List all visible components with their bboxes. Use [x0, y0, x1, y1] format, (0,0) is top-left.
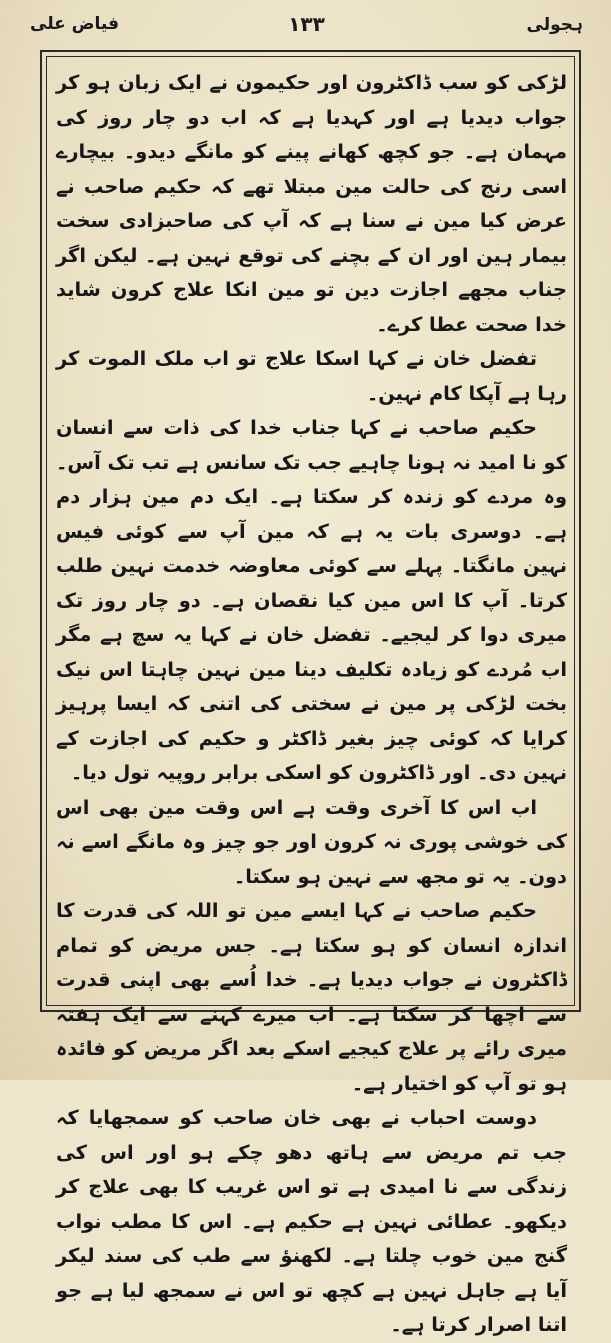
paragraph: دوست احباب نے بھی خان صاحب کو سمجھایا کہ جب تم مریض سے ہاتھ دھو چکے ہو اور اس کی زندگی سے نا امیدی ہے تو اس غریب کا بھی علاج کر دیکھو۔ عطائی نہین ہے حکیم ہے۔ اس کا مطب نواب گنج مین خوب چلتا ہے۔ لکھنؤ سے طب کی سند لیکر آیا ہے جاہل نہین ہے کچھ تو اس نے سمجھ لیا ہے جو اتنا اصرار کرتا ہے۔: [56, 1106, 567, 1336]
paragraph: حکیم صاحب نے کہا ایسے مین تو اللہ کی قدرت کا اندازہ انسان کو ہو سکتا ہے۔ جس مریض کو تمام ڈاکٹرون نے جواب دیدیا ہے۔ خدا اُسے بھی اپنی قدرت سے اچھا کر سکتا ہے۔ اب میرے کہنے سے ایک ہفتہ میری رائے پر علاج کیجیے اسکے بعد اگر مریض کو فائدہ ہو تو آپ کو اختیار ہے۔: [56, 899, 567, 1095]
body-text: [56, 66, 567, 1336]
text-border: [40, 50, 581, 1336]
paragraph: اب اس کا آخری وقت ہے اس وقت مین بھی اس کی خوشی پوری نہ کرون اور جو چیز وہ مانگے اسے نہ دون۔ یہ تو مجھ سے نہین ہو سکتا۔: [56, 795, 567, 888]
book-title: ہجولی: [526, 15, 583, 35]
paragraph: لڑکی کو سب ڈاکٹرون اور حکیمون نے ایک زبان ہو کر جواب دیدیا ہے اور کہدیا ہے کہ اب دو چار روز کی مہمان ہے۔ جو کچھ کھانے پینے کو مانگے دیدو۔ بیچارے اسی رنج کی حالت مین مبتلا تھے کہ حکیم صاحب نے عرض کیا مین نے سنا ہے کہ آپ کی صاحبزادی سخت بیمار ہین اور ان کے بچنے کی توقع نہین ہے۔ لیکن اگر جناب مجھے اجازت دین تو مین انکا علاج کرون شاید خدا صحت عطا کرے۔: [56, 71, 567, 336]
paragraph: تفضل خان نے کہا اسکا علاج تو اب ملک الموت کر رہا ہے آپکا کام نہین۔: [56, 347, 567, 405]
page-header: [30, 12, 583, 46]
author-name: فیاض علی: [30, 14, 119, 34]
page-number: ۱۳۳: [288, 12, 325, 36]
paragraph: حکیم صاحب نے کہا جناب خدا کی ذات سے انسان کو نا امید نہ ہونا چاہیے جب تک سانس ہے تب تک آس۔ وہ مردے کو زندہ کر سکتا ہے۔ ایک دم مین ہزار دم ہے۔ دوسری بات یہ ہے کہ مین آپ سے کوئی فیس نہین مانگتا۔ پہلے سے کوئی معاوضہ خدمت نہین طلب کرتا۔ آپ کا اس مین کیا نقصان ہے۔ دو چار روز تک میری دوا کر لیجیے۔ تفضل خان نے کہا یہ سچ ہے مگر اب مُردے کو زیادہ تکلیف دینا مین نہین چاہتا اس نیک بخت لڑکی پر مین نے سختی کی اتنی کہ ایسا پرہیز کرایا کہ کوئی چیز بغیر ڈاکٹر و حکیم کی اجازت کے نہین دی۔ اور ڈاکٹرون کو اسکی برابر روپیہ تول دیا۔: [56, 416, 567, 784]
